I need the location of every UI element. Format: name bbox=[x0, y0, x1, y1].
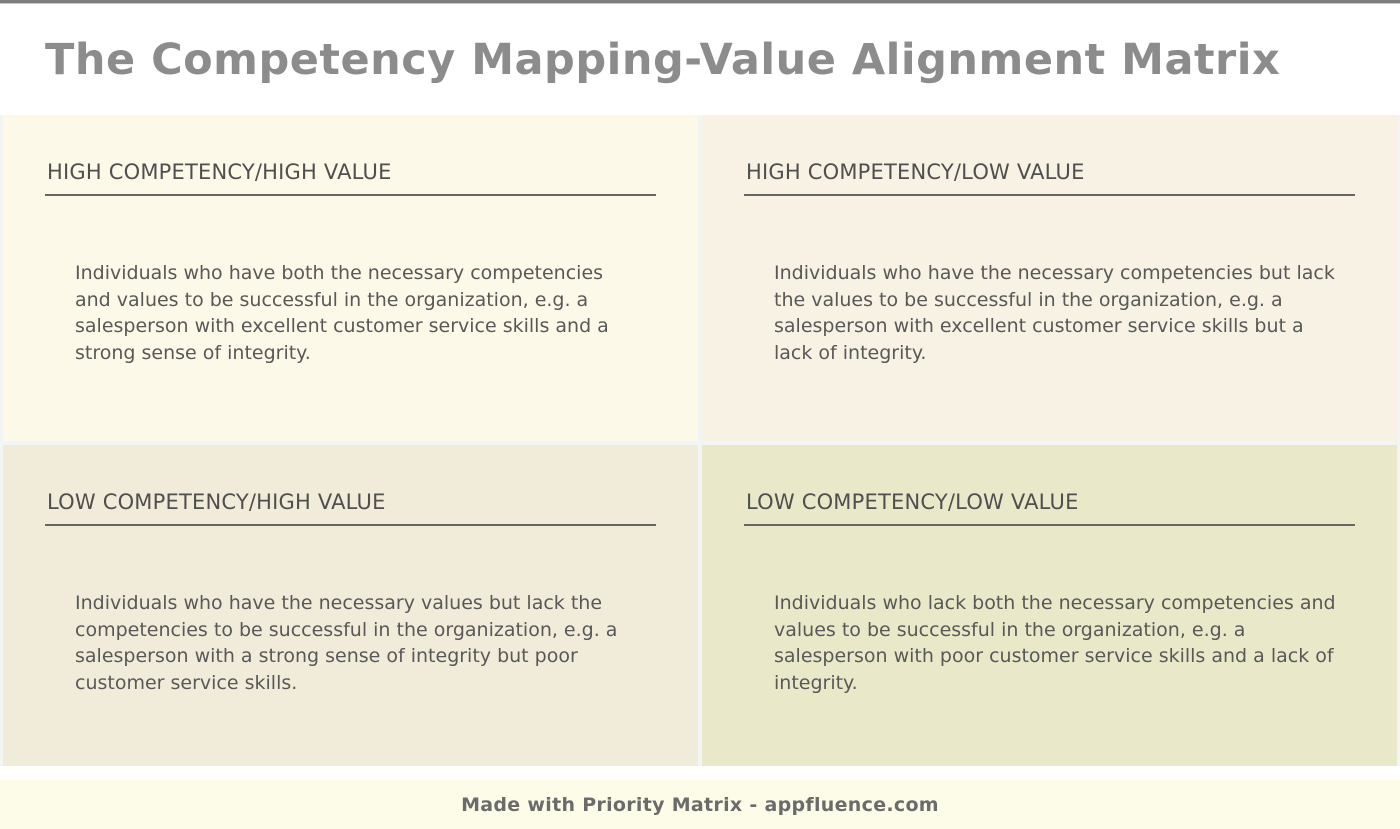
quadrant-title: LOW COMPETENCY/LOW VALUE bbox=[746, 490, 1079, 514]
page-title: The Competency Mapping-Value Alignment Matrix bbox=[45, 34, 1281, 85]
quadrant-description: Individuals who lack both the necessary competencies and values to be successful in the organization, e.g. a salesperson with poor customer service skills and a lack of integrity. bbox=[774, 592, 1336, 694]
quadrant-high-competency-low-value bbox=[702, 115, 1397, 441]
quadrant-high-competency-high-value bbox=[3, 115, 698, 441]
header bbox=[0, 4, 1400, 115]
matrix-grid bbox=[0, 115, 1400, 766]
quadrant-title: HIGH COMPETENCY/LOW VALUE bbox=[746, 160, 1085, 184]
quadrant-description: Individuals who have the necessary competencies but lack the values to be successful in the organization, e.g. a salesperson with excellent customer service skills but a lack of integrity. bbox=[774, 262, 1335, 364]
quadrant-title: HIGH COMPETENCY/HIGH VALUE bbox=[47, 160, 392, 184]
footer bbox=[0, 780, 1400, 829]
quadrant-title: LOW COMPETENCY/HIGH VALUE bbox=[47, 490, 386, 514]
quadrant-low-competency-low-value bbox=[702, 445, 1397, 766]
footer-gap bbox=[0, 766, 1400, 780]
quadrant-description: Individuals who have the necessary values but lack the competencies to be successful in the organization, e.g. a salesperson with a strong sense of integrity but poor customer service skills. bbox=[75, 592, 618, 694]
quadrant-low-competency-high-value bbox=[3, 445, 698, 766]
quadrant-title-underline bbox=[45, 524, 656, 526]
quadrant-title-underline bbox=[744, 194, 1355, 196]
quadrant-description: Individuals who have both the necessary competencies and values to be successful in the organization, e.g. a salesperson with excellent customer service skills and a strong sense of integrity. bbox=[75, 262, 609, 364]
quadrant-title-underline bbox=[744, 524, 1355, 526]
quadrant-title-underline bbox=[45, 194, 656, 196]
footer-text: Made with Priority Matrix - appfluence.com bbox=[461, 793, 939, 816]
